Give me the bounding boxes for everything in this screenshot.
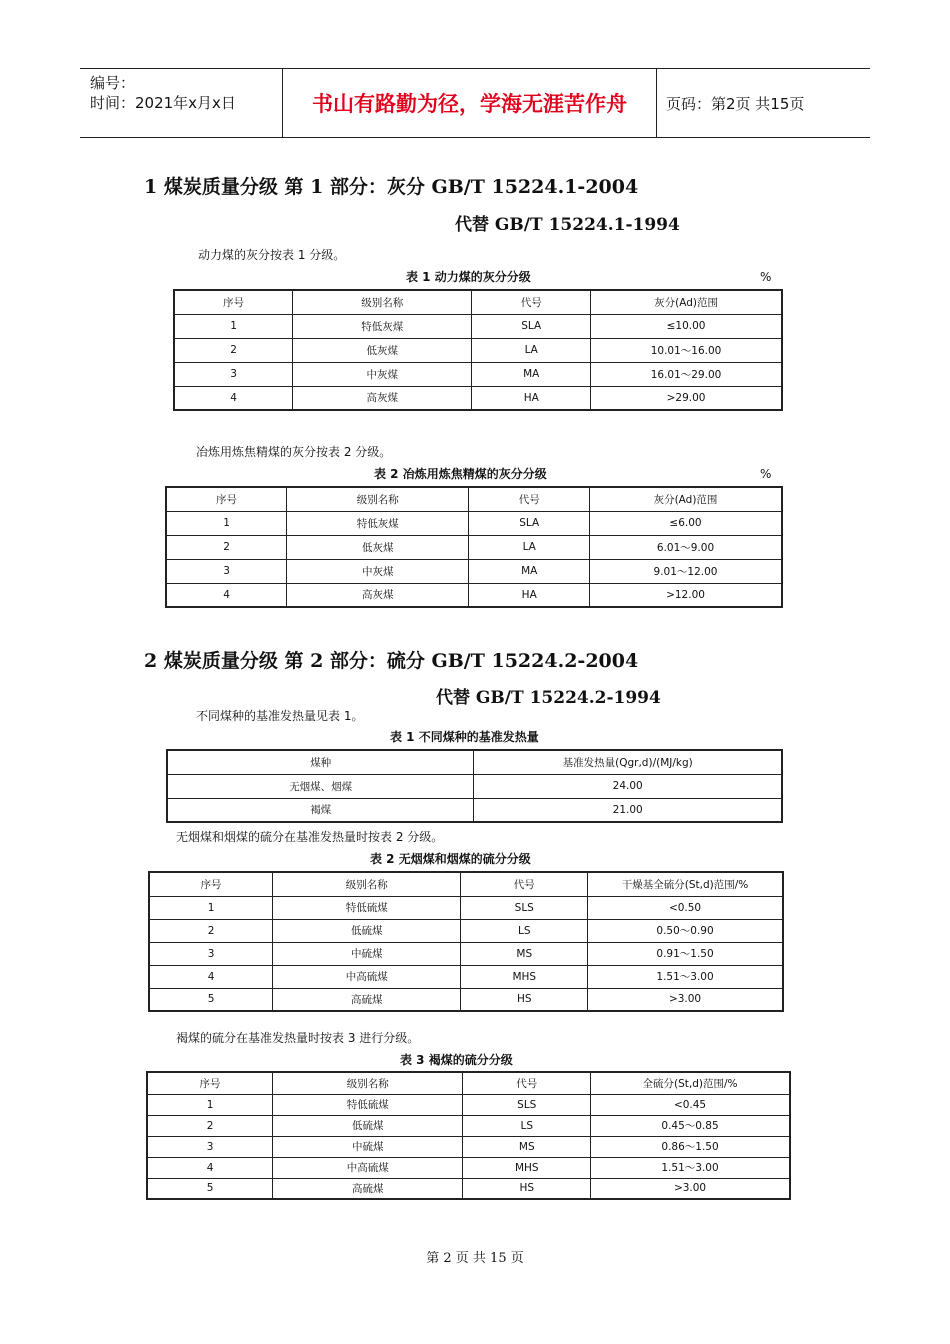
table-row bbox=[149, 896, 783, 919]
section1-title: 1 煤炭质量分级 第 1 部分：灰分 GB/T 15224.1-2004 bbox=[144, 176, 639, 198]
table-cell: 高硫煤 bbox=[273, 988, 461, 1011]
s1-table2-caption: 表 2 冶炼用炼焦精煤的灰分分级 bbox=[374, 467, 547, 481]
table-header: 代号 bbox=[472, 290, 591, 314]
table-cell: 1 bbox=[147, 1094, 273, 1115]
header-page-label: 页码：第2页 共15页 bbox=[666, 94, 805, 113]
table-cell: 中高硫煤 bbox=[273, 1157, 463, 1178]
table-cell: SLS bbox=[463, 1094, 591, 1115]
table-cell: 4 bbox=[166, 583, 287, 607]
table-header: 代号 bbox=[463, 1072, 591, 1094]
table-cell: 24.00 bbox=[474, 774, 782, 798]
page-footer: 第 2 页 共 15 页 bbox=[426, 1251, 524, 1266]
table-cell: 0.86～1.50 bbox=[591, 1136, 790, 1157]
table-cell: 2 bbox=[174, 338, 293, 362]
s2-table1 bbox=[166, 749, 783, 823]
table-cell: MA bbox=[469, 559, 590, 583]
table-cell: 中硫煤 bbox=[273, 942, 461, 965]
table-cell: ≤10.00 bbox=[591, 314, 782, 338]
table-cell: <0.50 bbox=[588, 896, 783, 919]
table-cell: MS bbox=[461, 942, 588, 965]
table-cell: 1 bbox=[149, 896, 273, 919]
table-header: 级别名称 bbox=[273, 1072, 463, 1094]
table-cell: 6.01～9.00 bbox=[590, 535, 782, 559]
table-cell: 2 bbox=[147, 1115, 273, 1136]
table-header: 级别名称 bbox=[273, 872, 461, 896]
table-cell: MHS bbox=[463, 1157, 591, 1178]
table-cell: 特低灰煤 bbox=[287, 511, 469, 535]
s2-table1-caption: 表 1 不同煤种的基准发热量 bbox=[390, 730, 539, 744]
table-cell: LA bbox=[469, 535, 590, 559]
table-header: 序号 bbox=[149, 872, 273, 896]
serial-label: 编号： bbox=[90, 74, 136, 92]
table-cell: 1.51～3.00 bbox=[591, 1157, 790, 1178]
table-row bbox=[166, 535, 782, 559]
table-cell: SLA bbox=[472, 314, 591, 338]
table-cell: HA bbox=[472, 386, 591, 410]
table-row bbox=[167, 798, 782, 822]
section2-title: 2 煤炭质量分级 第 2 部分：硫分 GB/T 15224.2-2004 bbox=[144, 650, 639, 672]
table-cell: >3.00 bbox=[591, 1178, 790, 1199]
table-header: 灰分(Ad)范围 bbox=[591, 290, 782, 314]
table-cell: 高灰煤 bbox=[293, 386, 472, 410]
table-row bbox=[147, 1094, 790, 1115]
table-cell: 1 bbox=[174, 314, 293, 338]
table-cell: 无烟煤、烟煤 bbox=[167, 774, 474, 798]
section1-replaces: 代替 GB/T 15224.1-1994 bbox=[455, 215, 680, 235]
table-cell: 低灰煤 bbox=[287, 535, 469, 559]
date-label: 时间：2021年x月x日 bbox=[90, 94, 236, 112]
table-cell: 特低硫煤 bbox=[273, 896, 461, 919]
table-cell: ≤6.00 bbox=[590, 511, 782, 535]
table-cell: 中灰煤 bbox=[293, 362, 472, 386]
table-cell: 4 bbox=[147, 1157, 273, 1178]
table-cell: 5 bbox=[147, 1178, 273, 1199]
table-cell: 3 bbox=[174, 362, 293, 386]
table-cell: 中灰煤 bbox=[287, 559, 469, 583]
table-row bbox=[149, 988, 783, 1011]
table-cell: >12.00 bbox=[590, 583, 782, 607]
table-row bbox=[149, 919, 783, 942]
section2-replaces: 代替 GB/T 15224.2-1994 bbox=[436, 688, 661, 708]
section2-intro2: 无烟煤和烟煤的硫分在基准发热量时按表 2 分级。 bbox=[176, 830, 444, 844]
table-row bbox=[166, 583, 782, 607]
section1-intro2: 冶炼用炼焦精煤的灰分按表 2 分级。 bbox=[196, 445, 392, 459]
s1-table2-unit: % bbox=[760, 467, 772, 481]
table-cell: HS bbox=[463, 1178, 591, 1199]
table-cell: 10.01～16.00 bbox=[591, 338, 782, 362]
table-cell: MS bbox=[463, 1136, 591, 1157]
s2-table2-caption: 表 2 无烟煤和烟煤的硫分分级 bbox=[370, 852, 531, 866]
s2-table3 bbox=[146, 1071, 791, 1200]
section1-intro1: 动力煤的灰分按表 1 分级。 bbox=[198, 248, 346, 262]
table-row bbox=[149, 965, 783, 988]
table-header: 煤种 bbox=[167, 750, 474, 774]
table-header: 级别名称 bbox=[293, 290, 472, 314]
table-header: 序号 bbox=[174, 290, 293, 314]
table-cell: LS bbox=[461, 919, 588, 942]
table-cell: 高灰煤 bbox=[287, 583, 469, 607]
table-cell: 4 bbox=[149, 965, 273, 988]
table-header: 代号 bbox=[469, 487, 590, 511]
table-row bbox=[147, 1136, 790, 1157]
table-cell: 21.00 bbox=[474, 798, 782, 822]
table-cell: 4 bbox=[174, 386, 293, 410]
page-header bbox=[80, 68, 870, 138]
table-row bbox=[174, 338, 782, 362]
table-cell: 0.91～1.50 bbox=[588, 942, 783, 965]
table-header: 序号 bbox=[166, 487, 287, 511]
table-cell: 特低灰煤 bbox=[293, 314, 472, 338]
table-cell: SLA bbox=[469, 511, 590, 535]
table-cell: 高硫煤 bbox=[273, 1178, 463, 1199]
table-cell: 5 bbox=[149, 988, 273, 1011]
table-cell: <0.45 bbox=[591, 1094, 790, 1115]
table-cell: 低硫煤 bbox=[273, 1115, 463, 1136]
table-cell: 褐煤 bbox=[167, 798, 474, 822]
header-motto: 书山有路勤为径，学海无涯苦作舟 bbox=[283, 69, 657, 137]
table-header: 级别名称 bbox=[287, 487, 469, 511]
table-cell: HA bbox=[469, 583, 590, 607]
table-cell: 1 bbox=[166, 511, 287, 535]
table-cell: 2 bbox=[149, 919, 273, 942]
table-row bbox=[166, 511, 782, 535]
header-meta bbox=[80, 69, 283, 137]
table-cell: LA bbox=[472, 338, 591, 362]
table-cell: 2 bbox=[166, 535, 287, 559]
table-cell: 9.01～12.00 bbox=[590, 559, 782, 583]
table-cell: 3 bbox=[166, 559, 287, 583]
table-cell: MHS bbox=[461, 965, 588, 988]
table-row bbox=[167, 774, 782, 798]
table-cell: 16.01～29.00 bbox=[591, 362, 782, 386]
s1-table1-unit: % bbox=[760, 270, 772, 284]
table-row bbox=[147, 1157, 790, 1178]
table-cell: MA bbox=[472, 362, 591, 386]
table-cell: 0.45～0.85 bbox=[591, 1115, 790, 1136]
s1-table1 bbox=[173, 289, 783, 411]
table-cell: HS bbox=[461, 988, 588, 1011]
s1-table1-caption: 表 1 动力煤的灰分分级 bbox=[406, 270, 531, 284]
table-row bbox=[166, 559, 782, 583]
table-cell: 中高硫煤 bbox=[273, 965, 461, 988]
s2-table2 bbox=[148, 871, 784, 1012]
s2-table3-caption: 表 3 褐煤的硫分分级 bbox=[400, 1053, 513, 1067]
table-cell: 1.51～3.00 bbox=[588, 965, 783, 988]
section2-intro1: 不同煤种的基准发热量见表 1。 bbox=[196, 709, 364, 723]
table-header: 代号 bbox=[461, 872, 588, 896]
table-header: 基准发热量(Qgr,d)/(MJ/kg) bbox=[474, 750, 782, 774]
table-cell: 3 bbox=[147, 1136, 273, 1157]
table-header: 全硫分(St,d)范围/% bbox=[591, 1072, 790, 1094]
section2-intro3: 褐煤的硫分在基准发热量时按表 3 进行分级。 bbox=[176, 1031, 420, 1045]
table-cell: SLS bbox=[461, 896, 588, 919]
table-cell: 特低硫煤 bbox=[273, 1094, 463, 1115]
s1-table2 bbox=[165, 486, 783, 608]
table-cell: 3 bbox=[149, 942, 273, 965]
table-row bbox=[149, 942, 783, 965]
table-cell: 中硫煤 bbox=[273, 1136, 463, 1157]
table-header: 灰分(Ad)范围 bbox=[590, 487, 782, 511]
table-row bbox=[174, 314, 782, 338]
table-row bbox=[147, 1115, 790, 1136]
table-row bbox=[174, 362, 782, 386]
table-cell: LS bbox=[463, 1115, 591, 1136]
table-header: 序号 bbox=[147, 1072, 273, 1094]
table-cell: 低硫煤 bbox=[273, 919, 461, 942]
table-cell: 低灰煤 bbox=[293, 338, 472, 362]
table-row bbox=[174, 386, 782, 410]
table-cell: >3.00 bbox=[588, 988, 783, 1011]
table-cell: 0.50～0.90 bbox=[588, 919, 783, 942]
table-row bbox=[147, 1178, 790, 1199]
table-cell: >29.00 bbox=[591, 386, 782, 410]
table-header: 干燥基全硫分(St,d)范围/% bbox=[588, 872, 783, 896]
